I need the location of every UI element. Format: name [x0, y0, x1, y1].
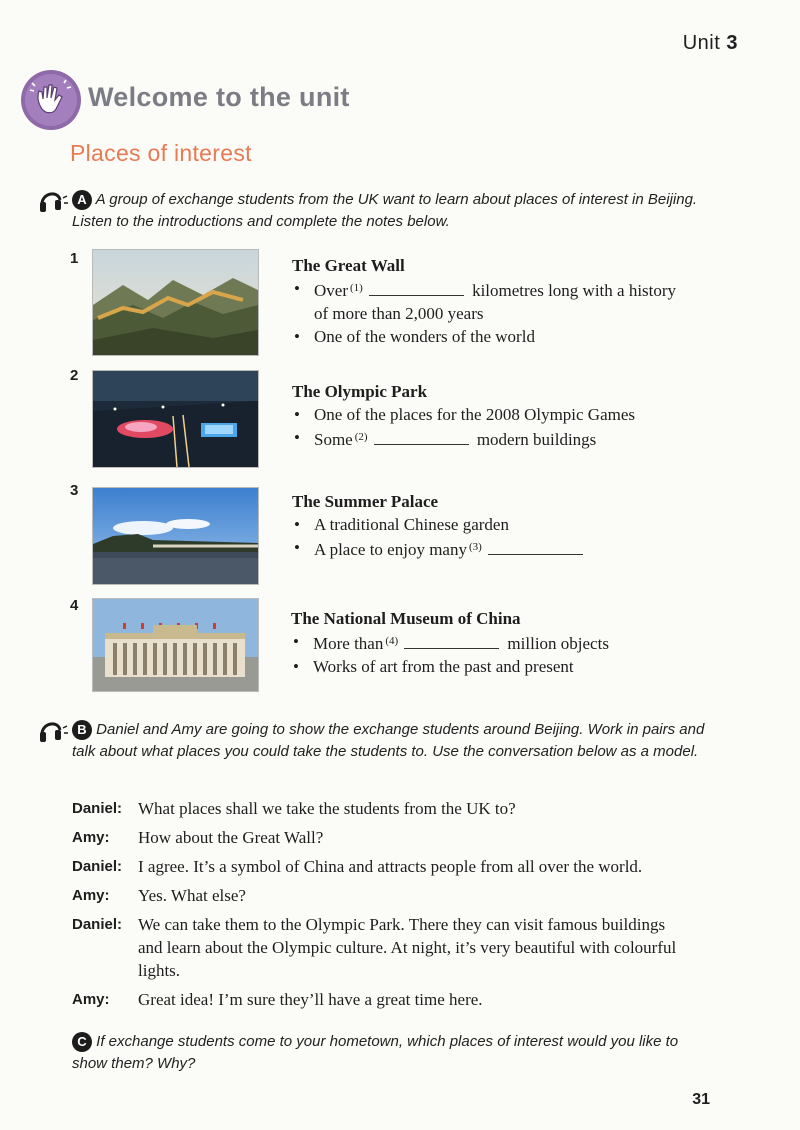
part-a-instruction: A A group of exchange students from the UK want to learn about places of interest in Beijing. Listen to the introductions and complete the notes below.: [72, 191, 698, 230]
welcome-title: Welcome to the unit: [88, 82, 350, 112]
answer-blank[interactable]: [488, 539, 583, 555]
national-museum-photo: [92, 598, 259, 692]
dialogue-text: How about the Great Wall?: [138, 828, 324, 847]
dialogue-line: [72, 884, 752, 907]
place-title: The Summer Palace: [292, 492, 439, 511]
bullet-item: • One of the places for the 2008 Olympic Games: [292, 403, 712, 426]
page-number: 31: [692, 1091, 710, 1108]
part-c-badge: C: [72, 1032, 92, 1052]
place-number: 1: [70, 250, 79, 267]
speaker: Amy:: [72, 991, 110, 1008]
dialogue-text: Yes. What else?: [138, 886, 246, 905]
speaker: Daniel:: [72, 800, 123, 817]
place-national-museum: [291, 607, 711, 678]
place-great-wall: [292, 254, 692, 348]
part-c-instruction: C If exchange students come to your hometown, which places of interest would you like to show them? Why?: [72, 1033, 679, 1072]
dialogue: [72, 797, 752, 1017]
speaker: Daniel:: [72, 858, 123, 875]
answer-blank[interactable]: [404, 633, 499, 649]
speaker: Amy:: [72, 887, 110, 904]
answer-blank[interactable]: [369, 280, 464, 296]
unit-label: Unit 3: [682, 32, 738, 54]
dialogue-text: I agree. It’s a symbol of China and attracts people from all over the world.: [138, 857, 643, 876]
place-number: 3: [70, 482, 79, 499]
dialogue-text: We can take them to the Olympic Park. There they can visit famous buildings and learn about the Olympic culture. At night, it’s very beautiful with colourful lights.: [138, 915, 677, 980]
place-title: The National Museum of China: [291, 609, 521, 628]
part-b-instruction: B Daniel and Amy are going to show the exchange students around Beijing. Work in pairs and talk about what places you could take the students to. Use the conversation below as a model.: [72, 721, 705, 760]
summer-palace-photo: [92, 487, 259, 585]
bullet-item: • Works of art from the past and present: [291, 655, 711, 678]
part-b-badge: B: [72, 720, 92, 740]
place-number: 2: [70, 367, 79, 384]
bullet-item: • Some $^{(2)}$ modern buildings: [292, 426, 712, 451]
part-a-badge: A: [72, 190, 92, 210]
dialogue-line: [72, 913, 752, 982]
dialogue-line: [72, 826, 752, 849]
speaker: Amy:: [72, 829, 110, 846]
dialogue-text: What places shall we take the students from the UK to?: [138, 799, 516, 818]
dialogue-text: Great idea! I’m sure they’ll have a great time here.: [138, 990, 483, 1009]
section-title: Places of interest: [70, 140, 252, 166]
bullet-item: • Over $^{(1)}$ kilometres long with a history of more than 2,000 years: [292, 277, 692, 325]
bullet-item: • A place to enjoy many $^{(3)}$: [292, 536, 692, 561]
place-summer-palace: [292, 490, 692, 561]
waving-hand-icon: [20, 69, 82, 131]
bullet-item: • A traditional Chinese garden: [292, 513, 692, 536]
place-number: 4: [70, 597, 79, 614]
headphones-icon: [38, 186, 68, 214]
bullet-item: • One of the wonders of the world: [292, 325, 692, 348]
bullet-item: • More than $^{(4)}$ million objects: [291, 630, 711, 655]
place-title: The Olympic Park: [292, 382, 428, 401]
dialogue-line: [72, 988, 752, 1011]
olympic-park-photo: [92, 370, 259, 468]
answer-blank[interactable]: [374, 429, 469, 445]
dialogue-line: [72, 797, 752, 820]
great-wall-photo: [92, 249, 259, 356]
place-olympic-park: [292, 380, 712, 451]
dialogue-line: [72, 855, 752, 878]
place-title: The Great Wall: [292, 256, 405, 275]
headphones-icon: [38, 716, 68, 744]
speaker: Daniel:: [72, 916, 123, 933]
